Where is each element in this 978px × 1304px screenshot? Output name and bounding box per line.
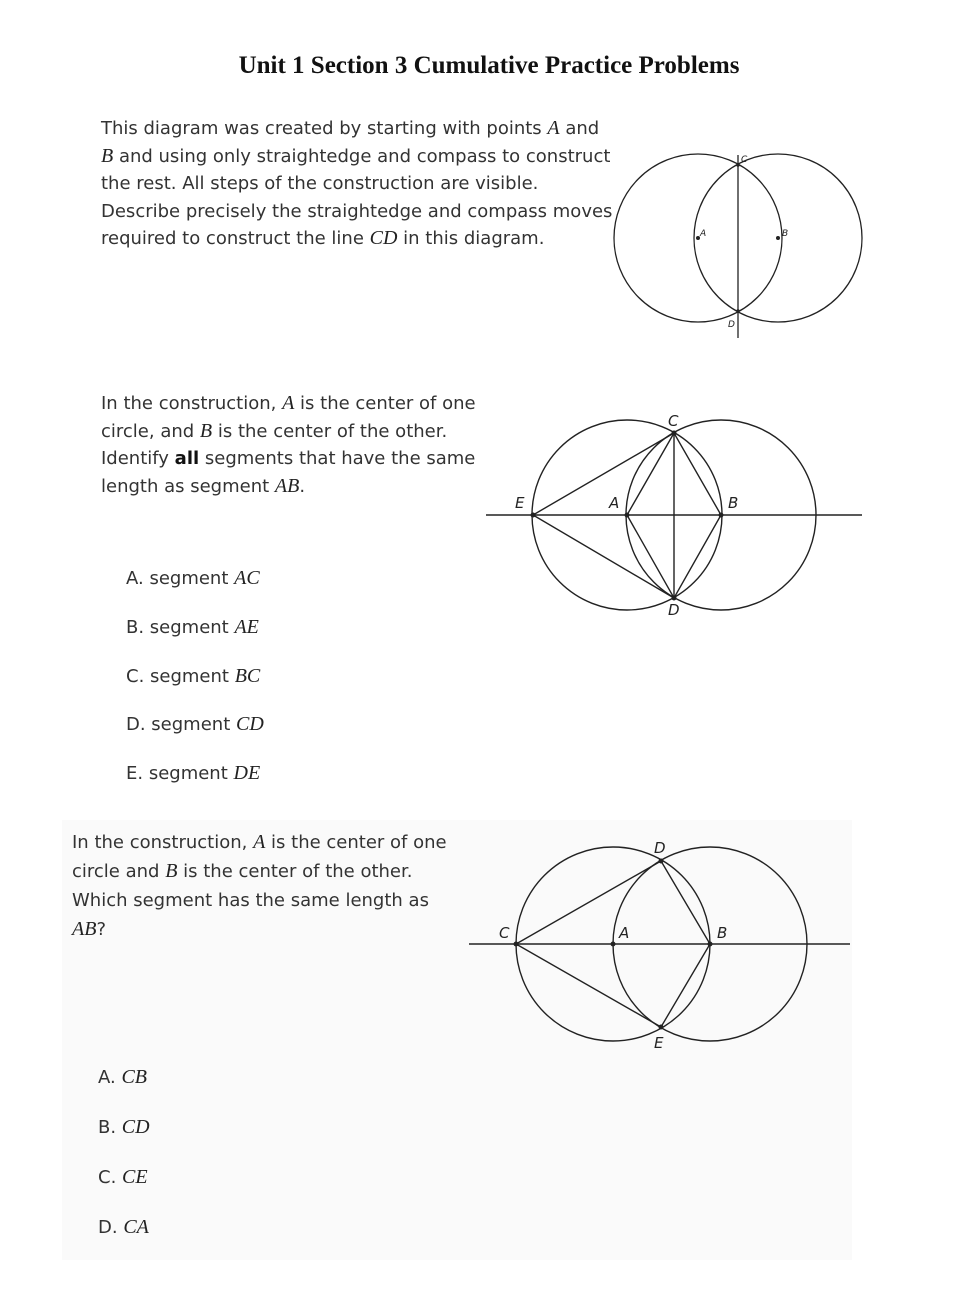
point-d [672,596,677,601]
label-b: B [782,229,789,239]
label-a: A [609,494,620,512]
label-c: C [499,924,510,942]
problem3-prompt: In the construction, A is the center of one circle and B is the center of the other. Which segment has the same length as AB? [72,831,447,940]
problem2-option-d[interactable]: D. segment CD [126,713,264,735]
problem3-option-c[interactable]: C. CE [98,1166,148,1188]
circle-centered-b [694,154,862,322]
problem2-option-c[interactable]: C. segment BC [126,665,261,687]
label-d: D [668,601,680,619]
label-a: A [700,229,707,239]
problem2-option-a[interactable]: A. segment AC [126,567,260,589]
rhombus-acbd [627,433,721,598]
point-a [625,513,630,518]
label-a: A [619,924,630,942]
label-e: E [654,1034,664,1052]
worksheet-title: Unit 1 Section 3 Cumulative Practice Problems [238,52,740,79]
label-d: D [654,839,666,857]
circle-centered-a [532,420,722,610]
circle-centered-b [626,420,816,610]
point-c [736,163,740,167]
label-c: C [741,155,748,165]
segments-ec-ed [533,433,674,598]
problem2-prompt: In the construction, A is the center of one circle, and B is the center of the other. Identify all segments that have the same length as segment AB. [101,392,476,497]
point-e [531,513,536,518]
point-d [736,309,740,313]
label-e: E [515,494,525,512]
problem1-prompt: This diagram was created by starting with points A and B and using only straightedge and compass to construct the rest. All steps of the construction are visible. Describe precisely the straightedge and compass moves required to construct the line CD in this diagram. [101,117,613,250]
problem2-option-b[interactable]: B. segment AE [126,616,259,638]
point-c [672,431,677,436]
problem2-option-e[interactable]: E. segment DE [126,762,261,784]
problem3-option-d[interactable]: D. CA [98,1216,149,1238]
label-d: D [728,320,735,330]
label-c: C [668,412,679,430]
circle-centered-a [614,154,782,322]
label-b: B [728,494,739,512]
point-b [776,236,780,240]
point-b [719,513,724,518]
point-a [696,236,700,240]
problem3-option-b[interactable]: B. CD [98,1116,150,1138]
label-b: B [717,924,728,942]
problem3-option-a[interactable]: A. CB [98,1066,148,1088]
